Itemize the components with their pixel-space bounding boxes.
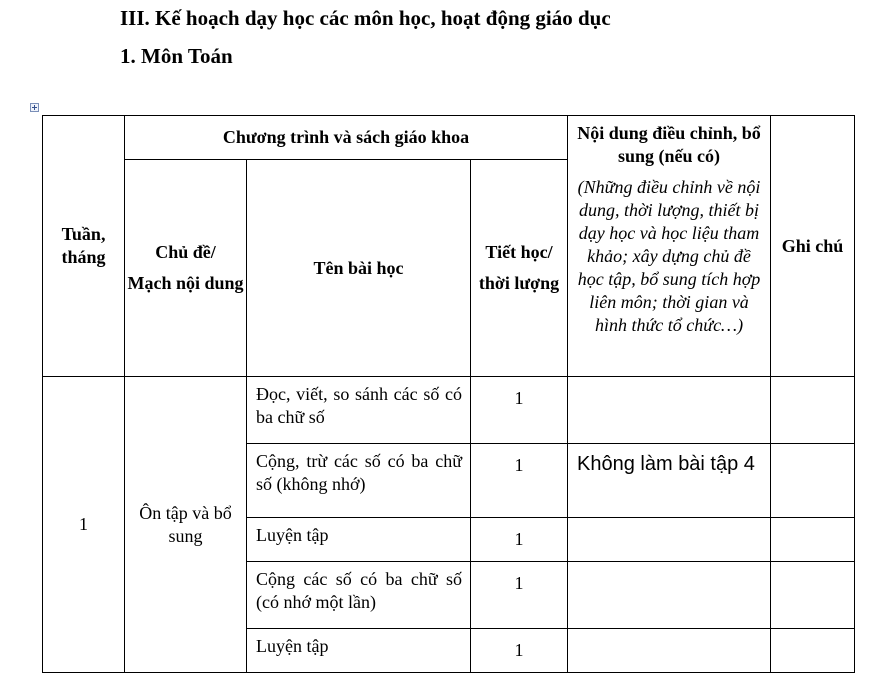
lesson-adjustment: Không làm bài tập 4 (568, 444, 771, 518)
header-program-group: Chương trình và sách giáo khoa (125, 116, 568, 160)
lesson-plan-table (42, 115, 855, 673)
lesson-periods: 1 (471, 444, 568, 518)
lesson-periods: 1 (471, 629, 568, 673)
lesson-name: Đọc, viết, so sánh các số có ba chữ số (247, 377, 471, 444)
header-topic-line2: Mạch nội dung (127, 273, 244, 293)
header-week: Tuần, tháng (43, 116, 125, 377)
lesson-name: Luyện tập (247, 629, 471, 673)
header-topic (125, 160, 247, 377)
lesson-name: Cộng, trừ các số có ba chữ số (không nhớ) (247, 444, 471, 518)
subheading: 1. Môn Toán (120, 44, 233, 68)
table-row (43, 377, 855, 444)
lesson-notes (771, 444, 855, 518)
header-periods-line2: thời lượng (478, 273, 560, 293)
lesson-notes (771, 518, 855, 562)
lesson-adjustment (568, 629, 771, 673)
header-adjustment-note: (Những điều chỉnh về nội dung, thời lượng, thiết bị dạy học và học liệu tham khảo; xây dựng chủ đề học tập, bổ sung tích hợp liên môn; thời gian và hình thức tổ chức…) (577, 177, 761, 335)
lesson-periods: 1 (471, 377, 568, 444)
header-periods-line1: Tiết học/ (485, 242, 553, 262)
header-topic-line1: Chủ đề/ (155, 242, 216, 262)
lesson-name: Cộng các số có ba chữ số (có nhớ một lần) (247, 562, 471, 629)
topic-value: Ôn tập và bổ sung (125, 377, 247, 673)
header-lesson: Tên bài học (247, 160, 471, 377)
lesson-periods: 1 (471, 562, 568, 629)
lesson-notes (771, 629, 855, 673)
lesson-adjustment (568, 518, 771, 562)
lesson-periods: 1 (471, 518, 568, 562)
header-periods (471, 160, 568, 377)
lesson-adjustment (568, 562, 771, 629)
header-adjustment: Nội dung điều chỉnh, bổ sung (nếu có) (577, 123, 761, 166)
lesson-notes (771, 562, 855, 629)
header-notes: Ghi chú (771, 116, 855, 377)
table-move-handle-icon[interactable] (30, 103, 39, 112)
section-heading: III. Kế hoạch dạy học các môn học, hoạt động giáo dục (120, 6, 611, 30)
lesson-notes (771, 377, 855, 444)
lesson-name: Luyện tập (247, 518, 471, 562)
header-adjustment-cell (568, 116, 771, 377)
week-value: 1 (43, 377, 125, 673)
lesson-adjustment (568, 377, 771, 444)
